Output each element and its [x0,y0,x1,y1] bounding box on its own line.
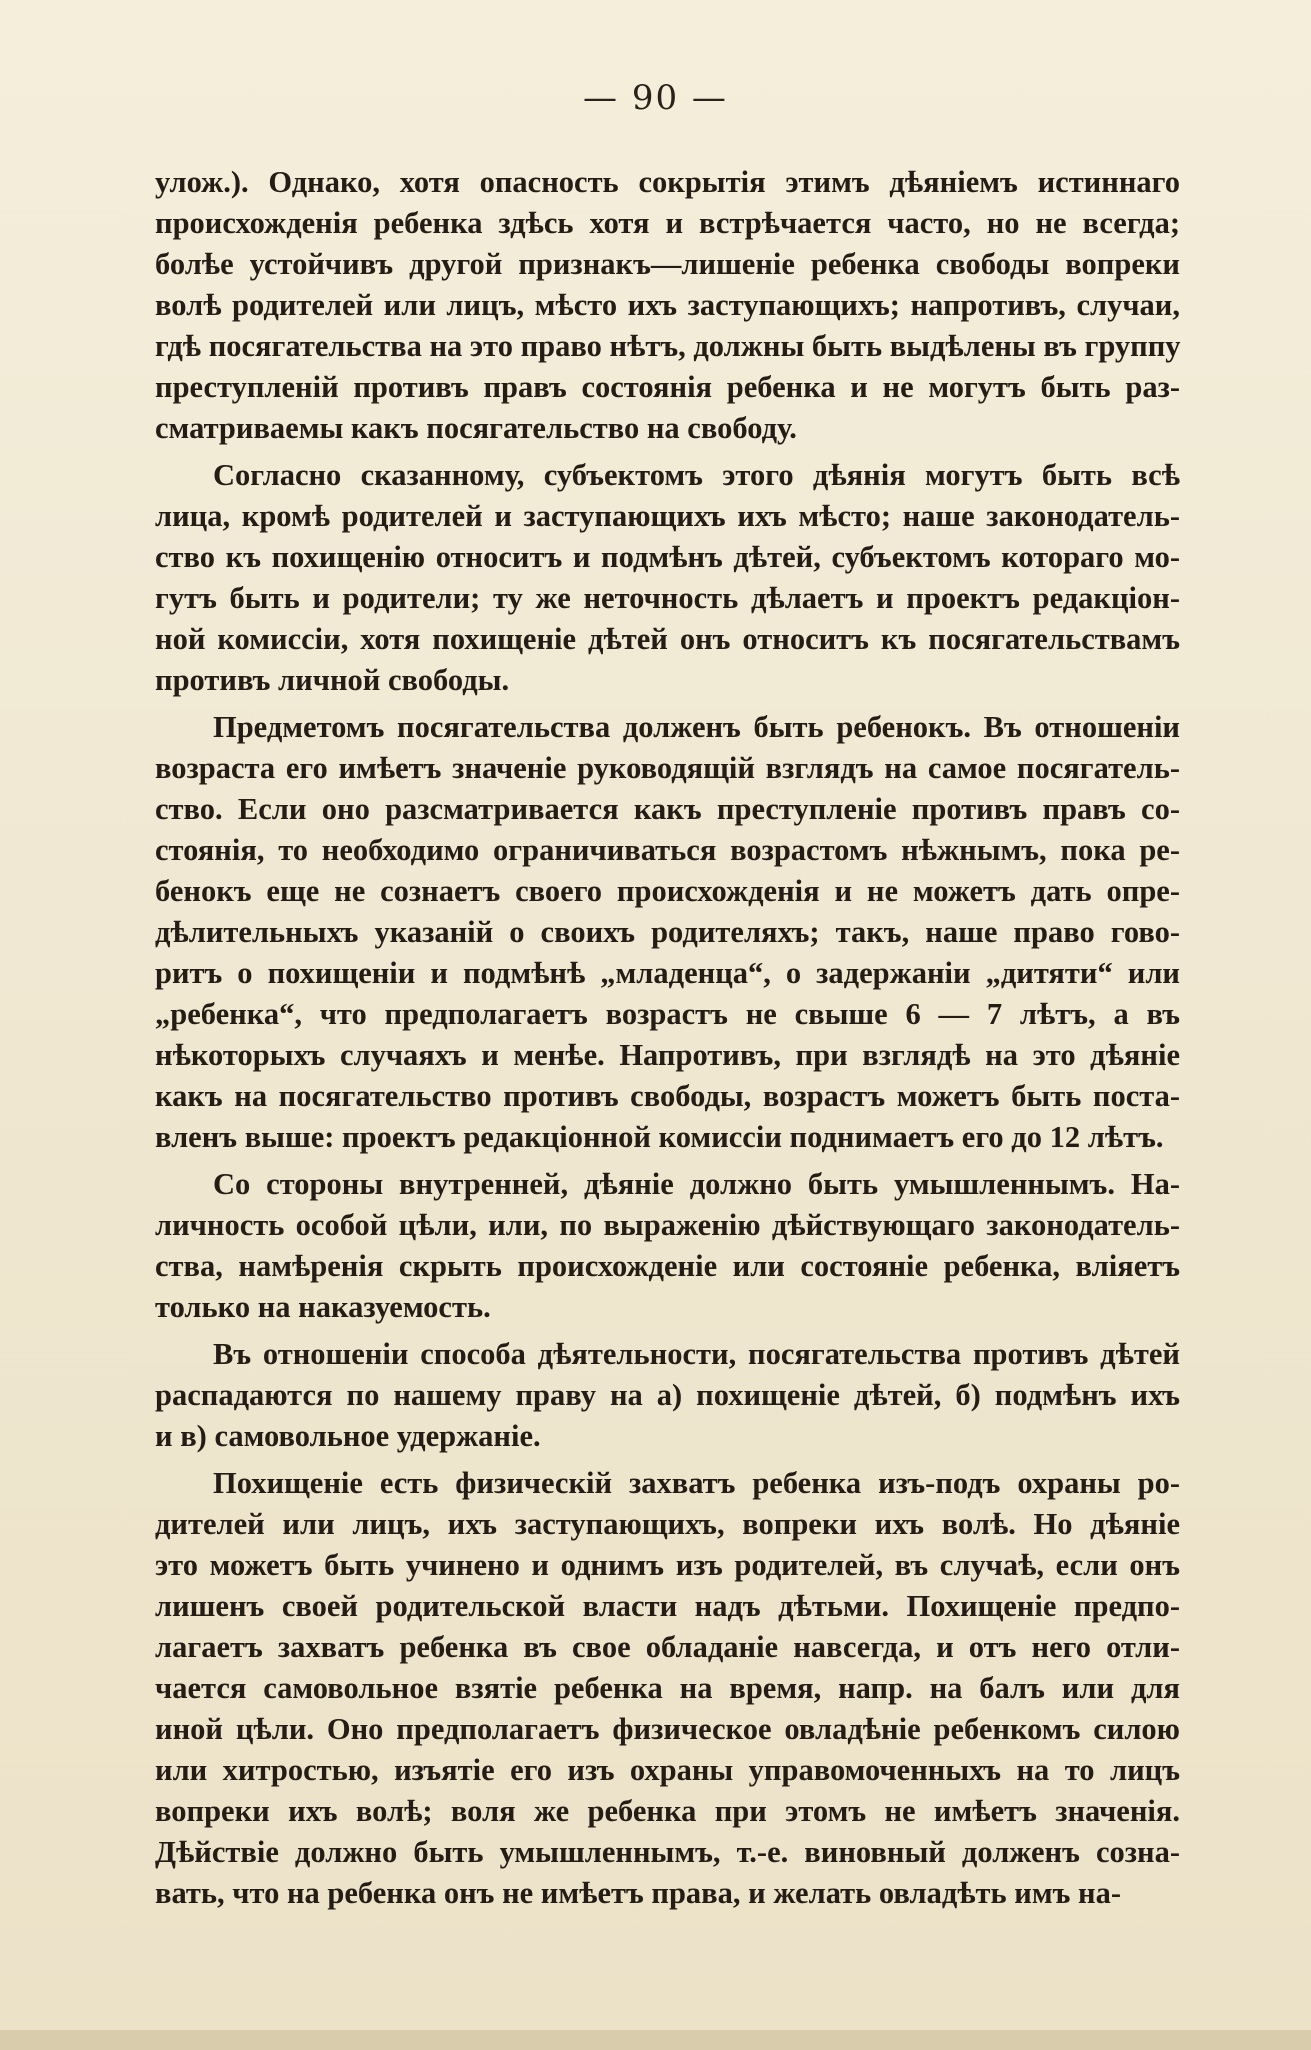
text-line: сматриваемы какъ посягательство на свободу. [155,411,797,445]
body-text [155,162,1180,1920]
text-line: противъ личной свободы. [155,663,510,697]
text-line: Въ отношеніи способа дѣятельности, посягательства противъ дѣтей [213,1337,1180,1371]
text-line: улож.). Однако, хотя опасность сокрытія этимъ дѣяніемъ истиннаго [155,165,1180,199]
text-line: личность особой цѣли, или, по выраженію дѣйствующаго законодатель- [155,1208,1180,1242]
text-line: ной комиссіи, хотя похищеніе дѣтей онъ относитъ къ посягательствамъ [155,622,1180,656]
text-line: или хитростью, изъятіе его изъ охраны управомоченныхъ на то лицъ [155,1753,1180,1787]
paragraph [155,707,1180,1158]
text-line: нѣкоторыхъ случаяхъ и менѣе. Напротивъ, при взглядѣ на это дѣяніе [155,1038,1180,1072]
text-line: волѣ родителей или лицъ, мѣсто ихъ заступающихъ; напротивъ, случаи, [155,288,1180,322]
text-line: лишенъ своей родительской власти надъ дѣтьми. Похищеніе предпо- [155,1589,1180,1623]
text-line: происхожденія ребенка здѣсь хотя и встрѣчается часто, но не всегда; [155,206,1180,240]
text-line: Похищеніе есть физическій захватъ ребенка изъ-подъ охраны ро- [213,1466,1180,1500]
page-number: — 90 — [583,78,728,118]
text-line: ритъ о похищеніи и подмѣнѣ „младенца“, о задержаніи „дитяти“ или [155,956,1180,990]
text-line: лица, кромѣ родителей и заступающихъ ихъ мѣсто; наше законодатель- [155,499,1180,533]
text-line: вопреки ихъ волѣ; воля же ребенка при этомъ не имѣетъ значенія. [155,1794,1180,1828]
text-line: и в) самовольное удержаніе. [155,1419,541,1453]
text-line: Согласно сказанному, субъектомъ этого дѣянія могутъ быть всѣ [213,458,1180,492]
paragraph [155,1463,1180,1914]
text-line: возраста его имѣетъ значеніе руководящій взглядъ на самое посягатель- [155,751,1180,785]
text-line: бенокъ еще не сознаетъ своего происхожденія и не можетъ дать опре- [155,874,1180,908]
text-line: гутъ быть и родители; ту же неточность дѣлаетъ и проектъ редакціон- [155,581,1180,615]
page-bottom-edge [0,2030,1311,2050]
text-line: болѣе устойчивъ другой признакъ—лишеніе ребенка свободы вопреки [155,247,1180,281]
text-line: вать, что на ребенка онъ не имѣетъ права, и желать овладѣть имъ на- [155,1876,1122,1910]
text-line: ство къ похищенію относитъ и подмѣнъ дѣтей, субъектомъ котораго мо- [155,540,1180,574]
text-line: ства, намѣренія скрыть происхожденіе или состояніе ребенка, вліяетъ [155,1249,1180,1283]
text-line: лагаетъ захватъ ребенка въ свое обладаніе навсегда, и отъ него отли- [155,1630,1180,1664]
text-line: гдѣ посягательства на это право нѣтъ, должны быть выдѣлены въ группу [155,329,1181,363]
text-line: дителей или лицъ, ихъ заступающихъ, вопреки ихъ волѣ. Но дѣяніе [155,1507,1180,1541]
text-line: стоянія, то необходимо ограничиваться возрастомъ нѣжнымъ, пока ре- [155,833,1180,867]
paragraph [155,455,1180,701]
text-line: распадаются по нашему праву на а) похищеніе дѣтей, б) подмѣнъ ихъ [155,1378,1180,1412]
text-line: Дѣйствіе должно быть умышленнымъ, т.-е. виновный долженъ созна- [155,1835,1180,1869]
paragraph [155,162,1180,449]
text-line: чается самовольное взятіе ребенка на время, напр. на балъ или для [155,1671,1180,1705]
paragraph [155,1164,1180,1328]
text-line: вленъ выше: проектъ редакціонной комиссіи поднимаетъ его до 12 лѣтъ. [155,1120,1164,1154]
text-line: дѣлительныхъ указаній о своихъ родителяхъ; такъ, наше право гово- [155,915,1180,949]
text-line: Со стороны внутренней, дѣяніе должно быть умышленнымъ. На- [213,1167,1180,1201]
text-line: это можетъ быть учинено и однимъ изъ родителей, въ случаѣ, если онъ [155,1548,1180,1582]
text-line: преступленій противъ правъ состоянія ребенка и не могутъ быть раз- [155,370,1180,404]
text-line: иной цѣли. Оно предполагаетъ физическое овладѣніе ребенкомъ силою [155,1712,1180,1746]
paragraph [155,1334,1180,1457]
text-line: только на наказуемость. [155,1290,491,1324]
text-line: „ребенка“, что предполагаетъ возрастъ не свыше 6 — 7 лѣтъ, а въ [155,997,1180,1031]
text-line: ство. Если оно разсматривается какъ преступленіе противъ правъ со- [155,792,1180,826]
text-line: какъ на посягательство противъ свободы, возрастъ можетъ быть поста- [155,1079,1180,1113]
text-line: Предметомъ посягательства долженъ быть ребенокъ. Въ отношеніи [213,710,1180,744]
